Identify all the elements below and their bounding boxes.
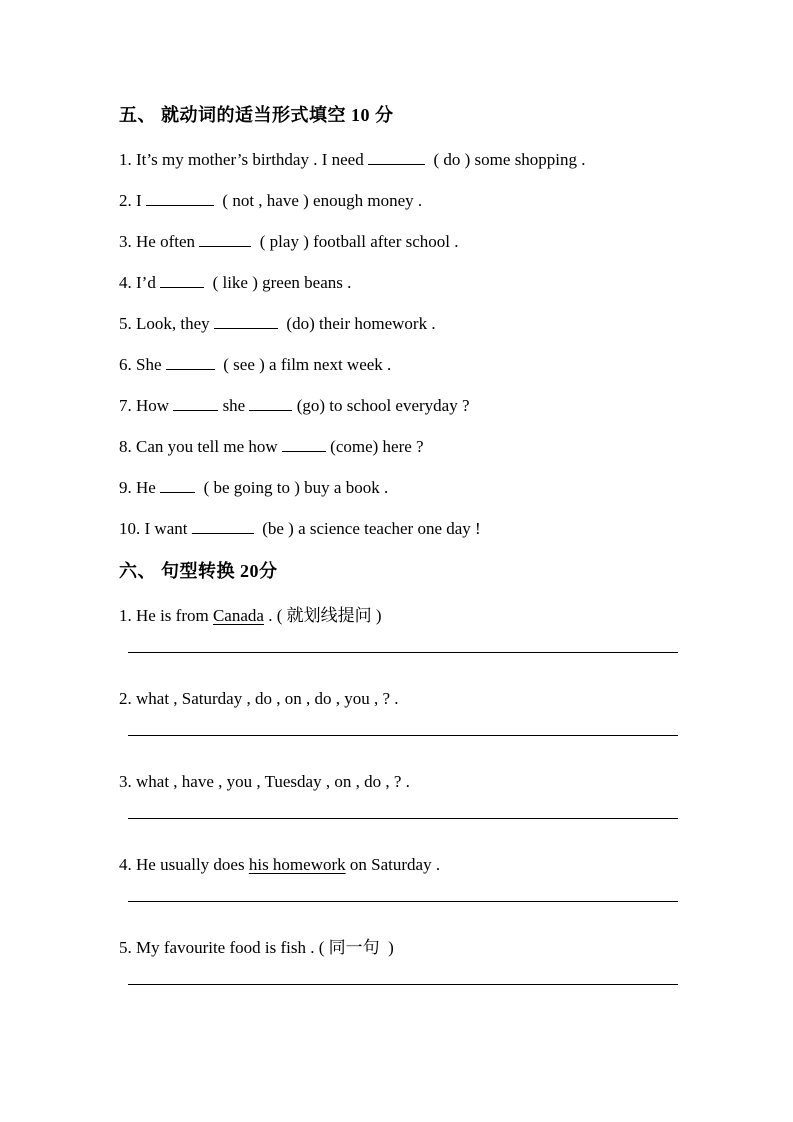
answer-blank: [368, 151, 425, 165]
question-line: [119, 856, 678, 874]
answer-blank: [160, 274, 204, 288]
question-line: [119, 607, 678, 625]
question-line: [119, 690, 678, 708]
question-text: (do) their homework .: [277, 314, 436, 333]
question-text: (be ) a science teacher one day !: [253, 519, 481, 538]
question-text: 1. He is from: [119, 606, 213, 625]
question-line: [119, 315, 678, 333]
question-line: [119, 274, 678, 292]
question-text: 10. I want: [119, 519, 192, 538]
section-sentence-transform: [119, 561, 678, 985]
question-line: [119, 438, 678, 456]
sentence-transform-questions: [119, 607, 678, 985]
question-text: ( do ) some shopping .: [424, 150, 586, 169]
question-text: she: [218, 396, 250, 415]
question-text: 5. Look, they: [119, 314, 214, 333]
answer-line: [128, 901, 678, 902]
question-text: on Saturday .: [345, 855, 441, 874]
question-text: 5. My favourite food is fish . ( 同一句 ): [119, 938, 394, 957]
question-line: [119, 397, 678, 415]
question-text: (come) here ?: [325, 437, 424, 456]
question-text: 1. It’s my mother’s birthday . I need: [119, 150, 368, 169]
question-text: (go) to school everyday ?: [292, 396, 470, 415]
question-line: [119, 356, 678, 374]
answer-line: [128, 984, 678, 985]
verb-form-questions: [119, 151, 678, 538]
question-text: 3. what , have , you , Tuesday , on , do , ? .: [119, 772, 410, 791]
answer-blank: [214, 315, 278, 329]
question-text: 7. How: [119, 396, 174, 415]
underlined-phrase: Canada: [212, 606, 264, 625]
answer-blank: [199, 233, 251, 247]
question-text: ( be going to ) buy a book .: [195, 478, 389, 497]
answer-blank: [166, 356, 215, 370]
question-text: 3. He often: [119, 232, 200, 251]
question-line: [119, 151, 678, 169]
question-line: [119, 773, 678, 791]
question-text: 9. He: [119, 478, 161, 497]
answer-blank: [173, 397, 218, 411]
question-line: [119, 233, 678, 251]
question-line: [119, 479, 678, 497]
question-text: 4. He usually does: [119, 855, 249, 874]
answer-line: [128, 652, 678, 653]
answer-blank: [160, 479, 195, 493]
answer-blank: [249, 397, 292, 411]
question-text: ( see ) a film next week .: [214, 355, 392, 374]
question-text: 8. Can you tell me how: [119, 437, 282, 456]
question-text: ( play ) football after school .: [251, 232, 459, 251]
question-text: . ( 就划线提问 ): [263, 606, 382, 625]
question-text: ( not , have ) enough money .: [213, 191, 423, 210]
answer-line: [128, 818, 678, 819]
answer-blank: [192, 520, 254, 534]
answer-blank: [146, 192, 214, 206]
answer-blank: [282, 438, 326, 452]
section-heading-verb-forms: 五、 就动词的适当形式填空 10 分: [119, 105, 394, 125]
question-line: [119, 192, 678, 210]
question-text: 2. I: [119, 191, 146, 210]
question-line: [119, 520, 678, 538]
answer-line: [128, 735, 678, 736]
section-heading-sentence-transform: 六、 句型转换 20分: [119, 561, 278, 581]
question-text: ( like ) green beans .: [204, 273, 352, 292]
question-text: 6. She: [119, 355, 166, 374]
question-text: 4. I’d: [119, 273, 161, 292]
question-text: 2. what , Saturday , do , on , do , you , ? .: [119, 689, 399, 708]
section-verb-forms: [119, 105, 678, 538]
underlined-phrase: his homework: [248, 855, 346, 874]
question-line: [119, 939, 678, 957]
